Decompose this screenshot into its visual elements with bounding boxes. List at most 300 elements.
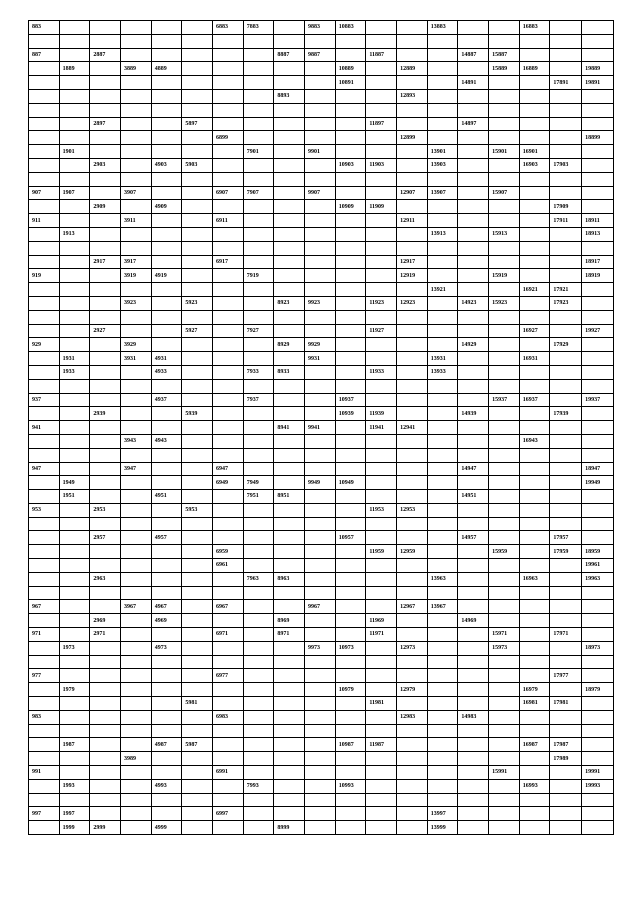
- table-cell: 10949: [335, 476, 366, 490]
- table-cell: [458, 393, 489, 407]
- table-cell: [427, 76, 458, 90]
- table-cell: 887: [29, 48, 60, 62]
- table-cell: [550, 48, 582, 62]
- table-cell: 13883: [427, 21, 458, 35]
- table-cell: [458, 559, 489, 573]
- table-cell: [90, 393, 121, 407]
- table-cell: [243, 628, 274, 642]
- table-cell: [550, 227, 582, 241]
- table-cell: [489, 697, 520, 711]
- table-cell: [243, 89, 274, 103]
- table-row: [29, 296, 614, 310]
- table-cell: [182, 683, 213, 697]
- table-cell: 19891: [582, 76, 614, 90]
- table-cell: [519, 365, 550, 379]
- table-cell: 5981: [182, 697, 213, 711]
- table-cell: [427, 296, 458, 310]
- table-cell: [59, 434, 90, 448]
- table-cell: 3917: [121, 255, 152, 269]
- table-cell: [59, 559, 90, 573]
- table-cell: [274, 145, 305, 159]
- table-cell: [550, 421, 582, 435]
- table-cell: [182, 200, 213, 214]
- table-cell: [366, 655, 397, 669]
- table-cell: [274, 310, 305, 324]
- table-cell: [427, 324, 458, 338]
- table-cell: 2969: [90, 614, 121, 628]
- table-cell: [243, 338, 274, 352]
- table-cell: 8893: [274, 89, 305, 103]
- table-cell: [335, 572, 366, 586]
- table-cell: [427, 628, 458, 642]
- table-cell: [366, 490, 397, 504]
- table-cell: 15973: [489, 641, 520, 655]
- table-cell: [397, 655, 428, 669]
- table-cell: 14957: [458, 531, 489, 545]
- table-cell: 2897: [90, 117, 121, 131]
- table-cell: [90, 710, 121, 724]
- table-cell: 16987: [519, 738, 550, 752]
- table-cell: [519, 628, 550, 642]
- table-cell: 10939: [335, 407, 366, 421]
- table-cell: 7927: [243, 324, 274, 338]
- table-cell: [366, 283, 397, 297]
- table-row: [29, 434, 614, 448]
- table-cell: [397, 572, 428, 586]
- table-cell: [121, 545, 152, 559]
- table-cell: [519, 517, 550, 531]
- table-cell: [274, 807, 305, 821]
- table-cell: [366, 752, 397, 766]
- table-cell: 17911: [550, 214, 582, 228]
- table-cell: [121, 821, 152, 835]
- table-cell: [182, 559, 213, 573]
- table-cell: 12979: [397, 683, 428, 697]
- table-cell: [59, 600, 90, 614]
- table-cell: [182, 365, 213, 379]
- table-cell: 1997: [59, 807, 90, 821]
- table-cell: [274, 62, 305, 76]
- table-cell: [519, 669, 550, 683]
- table-cell: [274, 531, 305, 545]
- table-cell: [335, 283, 366, 297]
- table-cell: [121, 779, 152, 793]
- table-cell: 10909: [335, 200, 366, 214]
- table-cell: 16981: [519, 697, 550, 711]
- table-cell: [121, 310, 152, 324]
- table-cell: 1949: [59, 476, 90, 490]
- table-cell: [243, 296, 274, 310]
- table-cell: [29, 738, 60, 752]
- table-cell: [59, 393, 90, 407]
- table-cell: [274, 697, 305, 711]
- table-cell: [397, 34, 428, 48]
- table-cell: 1913: [59, 227, 90, 241]
- table-cell: [243, 724, 274, 738]
- table-cell: [90, 545, 121, 559]
- table-cell: [582, 48, 614, 62]
- table-cell: [427, 338, 458, 352]
- table-cell: [519, 614, 550, 628]
- table-cell: [489, 89, 520, 103]
- table-cell: [305, 490, 336, 504]
- table-cell: [458, 793, 489, 807]
- table-cell: [59, 200, 90, 214]
- table-cell: 1973: [59, 641, 90, 655]
- table-cell: [213, 283, 244, 297]
- table-row: [29, 48, 614, 62]
- table-cell: 12893: [397, 89, 428, 103]
- table-cell: 5897: [182, 117, 213, 131]
- table-cell: [550, 821, 582, 835]
- table-cell: [151, 655, 182, 669]
- table-cell: 12919: [397, 269, 428, 283]
- table-cell: [29, 241, 60, 255]
- table-cell: 3929: [121, 338, 152, 352]
- table-cell: [151, 117, 182, 131]
- table-cell: 7933: [243, 365, 274, 379]
- table-cell: [550, 766, 582, 780]
- table-cell: [59, 338, 90, 352]
- table-cell: 1951: [59, 490, 90, 504]
- table-cell: [489, 807, 520, 821]
- table-cell: [274, 448, 305, 462]
- table-cell: [151, 76, 182, 90]
- table-cell: [243, 614, 274, 628]
- table-cell: [335, 586, 366, 600]
- table-row: [29, 227, 614, 241]
- table-cell: [582, 172, 614, 186]
- table-cell: 6967: [213, 600, 244, 614]
- table-cell: [90, 462, 121, 476]
- table-cell: [582, 296, 614, 310]
- table-cell: [366, 710, 397, 724]
- table-cell: [182, 641, 213, 655]
- table-cell: [427, 710, 458, 724]
- table-cell: 2939: [90, 407, 121, 421]
- table-cell: [335, 365, 366, 379]
- table-cell: 18979: [582, 683, 614, 697]
- table-row: [29, 669, 614, 683]
- table-cell: [213, 655, 244, 669]
- table-cell: [335, 752, 366, 766]
- table-cell: [550, 462, 582, 476]
- table-cell: [550, 324, 582, 338]
- table-cell: [305, 462, 336, 476]
- table-cell: 17903: [550, 158, 582, 172]
- table-cell: [182, 352, 213, 366]
- table-cell: [151, 131, 182, 145]
- table-cell: [458, 269, 489, 283]
- table-cell: 1931: [59, 352, 90, 366]
- table-cell: [335, 48, 366, 62]
- table-cell: [182, 655, 213, 669]
- table-cell: [90, 269, 121, 283]
- table-cell: [489, 407, 520, 421]
- table-cell: 7919: [243, 269, 274, 283]
- table-cell: [397, 310, 428, 324]
- table-cell: [427, 131, 458, 145]
- table-cell: [519, 545, 550, 559]
- table-cell: [90, 683, 121, 697]
- table-cell: [59, 241, 90, 255]
- table-cell: [121, 614, 152, 628]
- table-cell: [243, 34, 274, 48]
- table-cell: [366, 269, 397, 283]
- table-cell: [305, 103, 336, 117]
- table-cell: [458, 421, 489, 435]
- table-cell: [582, 200, 614, 214]
- table-cell: [458, 641, 489, 655]
- table-cell: [489, 434, 520, 448]
- table-body: [29, 21, 614, 835]
- table-cell: [151, 89, 182, 103]
- table-cell: [458, 766, 489, 780]
- table-cell: 19927: [582, 324, 614, 338]
- table-cell: [213, 697, 244, 711]
- table-cell: 9949: [305, 476, 336, 490]
- table-cell: [550, 241, 582, 255]
- table-cell: 16921: [519, 283, 550, 297]
- table-cell: 19937: [582, 393, 614, 407]
- table-cell: [335, 34, 366, 48]
- table-row: [29, 324, 614, 338]
- table-cell: 1979: [59, 683, 90, 697]
- table-cell: [335, 214, 366, 228]
- table-cell: [121, 241, 152, 255]
- table-cell: [550, 310, 582, 324]
- table-row: [29, 683, 614, 697]
- table-cell: [121, 710, 152, 724]
- table-cell: [305, 407, 336, 421]
- table-cell: [29, 531, 60, 545]
- table-cell: [274, 738, 305, 752]
- table-cell: [489, 779, 520, 793]
- table-cell: 18899: [582, 131, 614, 145]
- table-cell: [29, 724, 60, 738]
- table-cell: 6911: [213, 214, 244, 228]
- table-cell: 17989: [550, 752, 582, 766]
- table-cell: [305, 572, 336, 586]
- table-cell: [335, 545, 366, 559]
- table-row: [29, 393, 614, 407]
- table-cell: [151, 145, 182, 159]
- table-cell: 15971: [489, 628, 520, 642]
- table-cell: [427, 434, 458, 448]
- table-cell: [582, 241, 614, 255]
- table-cell: [243, 407, 274, 421]
- table-cell: [489, 283, 520, 297]
- table-cell: [243, 600, 274, 614]
- table-row: [29, 421, 614, 435]
- table-cell: [182, 807, 213, 821]
- table-cell: [427, 310, 458, 324]
- table-cell: [90, 379, 121, 393]
- table-cell: [397, 241, 428, 255]
- table-cell: [59, 586, 90, 600]
- table-cell: [305, 793, 336, 807]
- table-cell: [519, 310, 550, 324]
- table-cell: [335, 103, 366, 117]
- table-cell: [182, 34, 213, 48]
- table-cell: [427, 545, 458, 559]
- table-cell: [121, 572, 152, 586]
- table-cell: 9901: [305, 145, 336, 159]
- table-cell: 4919: [151, 269, 182, 283]
- table-cell: [550, 710, 582, 724]
- table-cell: [90, 738, 121, 752]
- table-cell: [550, 352, 582, 366]
- table-cell: [458, 241, 489, 255]
- table-cell: 15959: [489, 545, 520, 559]
- table-cell: [90, 766, 121, 780]
- table-cell: [182, 600, 213, 614]
- table-cell: [59, 324, 90, 338]
- table-cell: [397, 462, 428, 476]
- table-cell: [335, 669, 366, 683]
- table-cell: 3923: [121, 296, 152, 310]
- table-cell: [458, 503, 489, 517]
- table-cell: [59, 669, 90, 683]
- table-cell: 14947: [458, 462, 489, 476]
- table-cell: [582, 669, 614, 683]
- table-cell: [274, 352, 305, 366]
- table-cell: [59, 572, 90, 586]
- table-cell: [182, 21, 213, 35]
- table-cell: 4943: [151, 434, 182, 448]
- table-cell: [182, 586, 213, 600]
- table-cell: [305, 89, 336, 103]
- table-cell: [335, 766, 366, 780]
- table-cell: [59, 628, 90, 642]
- table-cell: [182, 752, 213, 766]
- table-cell: [582, 697, 614, 711]
- table-cell: [458, 669, 489, 683]
- table-cell: 4931: [151, 352, 182, 366]
- table-cell: [582, 807, 614, 821]
- table-cell: [397, 283, 428, 297]
- table-cell: [335, 697, 366, 711]
- table-row: [29, 655, 614, 669]
- table-cell: [397, 490, 428, 504]
- table-cell: [121, 531, 152, 545]
- table-cell: 971: [29, 628, 60, 642]
- table-cell: 11923: [366, 296, 397, 310]
- table-cell: [121, 503, 152, 517]
- table-cell: [305, 131, 336, 145]
- table-cell: [121, 421, 152, 435]
- table-cell: 16943: [519, 434, 550, 448]
- table-cell: [550, 379, 582, 393]
- table-cell: [29, 310, 60, 324]
- table-cell: 12953: [397, 503, 428, 517]
- table-cell: [582, 517, 614, 531]
- table-cell: [243, 655, 274, 669]
- table-cell: [243, 352, 274, 366]
- table-cell: [59, 255, 90, 269]
- table-cell: [489, 21, 520, 35]
- table-cell: 5987: [182, 738, 213, 752]
- table-cell: [582, 21, 614, 35]
- table-cell: [397, 793, 428, 807]
- table-cell: 12941: [397, 421, 428, 435]
- table-cell: [213, 227, 244, 241]
- table-cell: 15887: [489, 48, 520, 62]
- table-cell: [90, 697, 121, 711]
- table-cell: 1907: [59, 186, 90, 200]
- table-cell: 6977: [213, 669, 244, 683]
- table-cell: [427, 503, 458, 517]
- table-cell: [29, 545, 60, 559]
- table-cell: [550, 793, 582, 807]
- table-cell: [90, 559, 121, 573]
- table-cell: [182, 283, 213, 297]
- table-cell: 7937: [243, 393, 274, 407]
- table-cell: [489, 503, 520, 517]
- table-cell: [489, 214, 520, 228]
- table-cell: 9967: [305, 600, 336, 614]
- table-cell: [582, 365, 614, 379]
- table-cell: [366, 103, 397, 117]
- table-cell: [182, 241, 213, 255]
- table-cell: [29, 365, 60, 379]
- table-cell: [427, 407, 458, 421]
- table-cell: 8969: [274, 614, 305, 628]
- table-cell: [59, 655, 90, 669]
- table-cell: [121, 48, 152, 62]
- table-cell: [243, 793, 274, 807]
- table-cell: [458, 752, 489, 766]
- table-cell: [59, 793, 90, 807]
- table-cell: 16927: [519, 324, 550, 338]
- table-cell: [29, 490, 60, 504]
- table-cell: [151, 462, 182, 476]
- table-cell: [397, 379, 428, 393]
- table-cell: [427, 752, 458, 766]
- table-cell: [305, 559, 336, 573]
- table-cell: [121, 476, 152, 490]
- table-cell: 13903: [427, 158, 458, 172]
- table-cell: [335, 710, 366, 724]
- table-cell: 17923: [550, 296, 582, 310]
- table-cell: 2963: [90, 572, 121, 586]
- table-cell: [335, 448, 366, 462]
- table-cell: 15907: [489, 186, 520, 200]
- table-cell: [582, 752, 614, 766]
- table-cell: [29, 103, 60, 117]
- table-cell: [29, 586, 60, 600]
- table-cell: [182, 628, 213, 642]
- table-cell: [366, 683, 397, 697]
- table-cell: [151, 310, 182, 324]
- table-cell: [151, 752, 182, 766]
- table-cell: [366, 21, 397, 35]
- table-cell: [59, 89, 90, 103]
- table-cell: 3943: [121, 434, 152, 448]
- table-cell: [151, 255, 182, 269]
- table-cell: [274, 407, 305, 421]
- table-cell: [550, 145, 582, 159]
- table-cell: [90, 34, 121, 48]
- table-cell: 15919: [489, 269, 520, 283]
- table-cell: [397, 697, 428, 711]
- table-cell: 3911: [121, 214, 152, 228]
- table-cell: [427, 793, 458, 807]
- table-cell: [582, 738, 614, 752]
- table-cell: [458, 379, 489, 393]
- table-cell: [489, 476, 520, 490]
- table-cell: [427, 697, 458, 711]
